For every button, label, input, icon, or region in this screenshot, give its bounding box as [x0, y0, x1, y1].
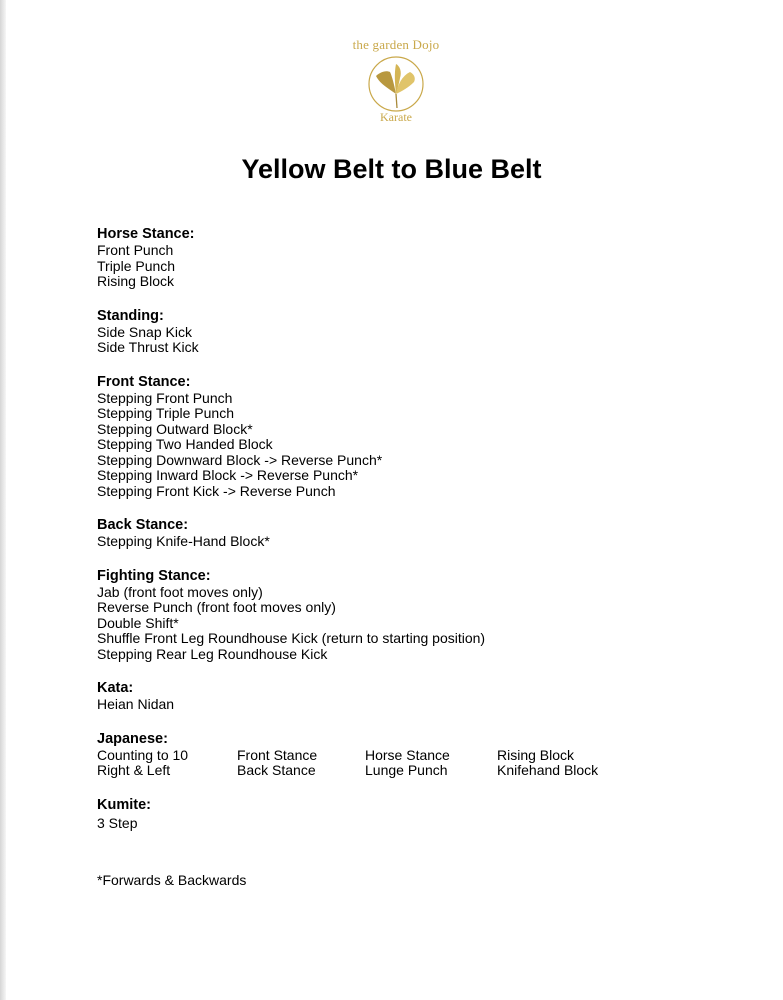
list-item: Stepping Front Punch — [97, 389, 233, 406]
section-kata — [97, 680, 717, 713]
page-title: Yellow Belt to Blue Belt — [241, 154, 542, 184]
section-horse-stance — [97, 226, 717, 290]
section-kumite — [97, 797, 717, 832]
list-item: Stepping Front Kick -> Reverse Punch — [97, 482, 336, 499]
page-edge-shadow — [0, 0, 6, 1000]
list-item: Side Snap Kick — [97, 323, 192, 340]
logo-bottom-text: Karate — [380, 110, 412, 124]
section-back-stance — [97, 517, 717, 550]
section-heading: Kumite: — [97, 796, 151, 813]
section-heading: Back Stance: — [97, 517, 189, 533]
list-item: Stepping Downward Block -> Reverse Punch* — [97, 451, 383, 468]
ginkgo-leaf-icon — [366, 54, 426, 114]
list-item: Stepping Inward Block -> Reverse Punch* — [97, 467, 359, 483]
list-item: Rising Block — [97, 273, 175, 289]
section-fighting-stance — [97, 568, 717, 663]
section-heading: Fighting Stance: — [97, 567, 211, 584]
list-item: Stepping Rear Leg Roundhouse Kick — [97, 645, 328, 662]
list-item: Double Shift* — [97, 614, 179, 631]
list-item: Stepping Outward Block* — [97, 420, 253, 437]
japanese-term: Horse Stance — [365, 746, 450, 763]
section-heading: Front Stance: — [97, 373, 191, 390]
section-front-stance — [97, 374, 717, 500]
syllabus-content — [97, 226, 717, 849]
japanese-term: Back Stance — [237, 762, 316, 778]
section-heading: Japanese: — [97, 730, 168, 747]
list-item: Stepping Knife-Hand Block* — [97, 533, 270, 549]
section-japanese — [97, 731, 717, 779]
list-item: Stepping Two Handed Block — [97, 436, 273, 452]
list-item: Jab (front foot moves only) — [97, 583, 263, 600]
dojo-logo — [330, 36, 462, 128]
list-item: 3 Step — [97, 814, 138, 831]
list-item: Side Thrust Kick — [97, 339, 199, 355]
list-item: Triple Punch — [97, 257, 176, 274]
japanese-term: Right & Left — [97, 762, 171, 778]
japanese-term: Front Stance — [237, 746, 318, 763]
footnote: *Forwards & Backwards — [97, 872, 247, 888]
japanese-row — [97, 763, 717, 779]
japanese-row — [97, 748, 717, 764]
section-heading: Kata: — [97, 680, 134, 696]
section-heading: Horse Stance: — [97, 226, 195, 242]
list-item: Reverse Punch (front foot moves only) — [97, 599, 336, 615]
section-standing — [97, 308, 717, 356]
section-heading: Standing: — [97, 307, 164, 324]
list-item: Stepping Triple Punch — [97, 405, 234, 421]
list-item: Heian Nidan — [97, 696, 175, 712]
list-item: Front Punch — [97, 242, 174, 258]
japanese-term: Lunge Punch — [365, 762, 448, 778]
logo-top-text: the garden Dojo — [352, 37, 440, 52]
japanese-term: Rising Block — [497, 746, 575, 763]
japanese-term: Knifehand Block — [497, 762, 599, 778]
japanese-term: Counting to 10 — [97, 746, 189, 763]
list-item: Shuffle Front Leg Roundhouse Kick (return to starting position) — [97, 630, 486, 646]
